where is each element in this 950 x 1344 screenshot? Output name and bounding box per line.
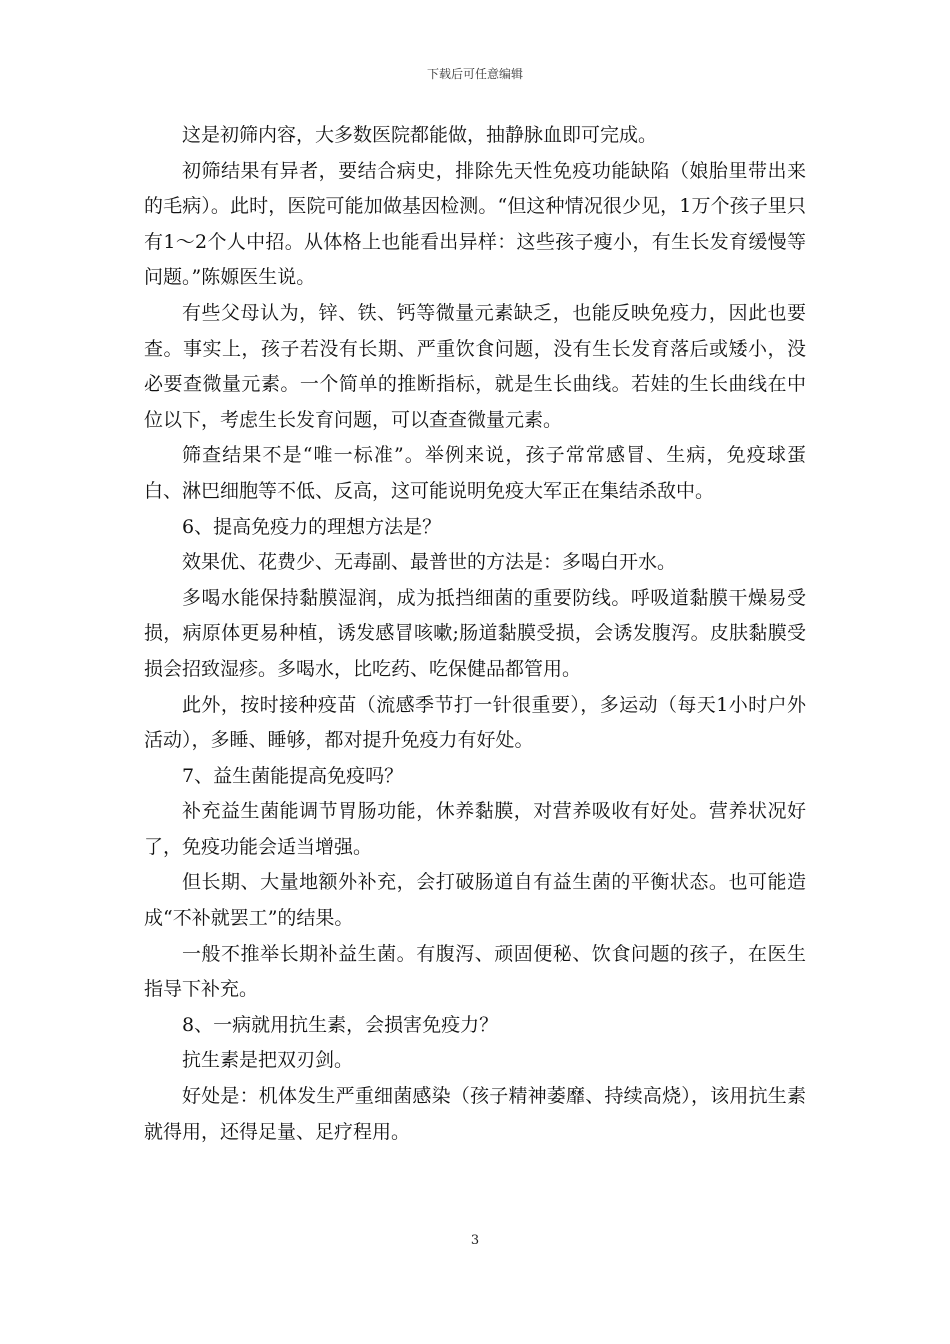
paragraph-antibiotics-double-edged: 抗生素是把双刃剑。 [182, 1049, 354, 1072]
paragraph-drink-water: 效果优、花费少、无毒副、最普世的方法是：多喝白开水。 [182, 551, 677, 574]
paragraph-abnormal-results: 初筛结果有异者，要结合病史，排除先天性免疫功能缺陷（娘胎里带出来的毛病）。此时，医院可能加做基因检测。“但这种情况很少见，1万个孩子里只有1～2个人中招。从体格上也能看出异样：这些孩子瘦小，有生长发育缓慢等问题。”陈嫄医生说。 [144, 159, 806, 289]
page-header: 下载后可任意编辑 [426, 67, 523, 81]
paragraph-trace-elements: 有些父母认为，锌、铁、钙等微量元素缺乏，也能反映免疫力，因此也要查。事实上，孩子若没有长期、严重饮食问题，没有生长发育落后或矮小，没必要查微量元素。一个简单的推断指标，就是生长曲线。若娃的生长曲线在中位以下，考虑生长发育问题，可以查查微量元素。 [144, 301, 806, 431]
paragraph-mucosa-moist: 多喝水能保持黏膜湿润，成为抵挡细菌的重要防线。呼吸道黏膜干燥易受损，病原体更易种植，诱发感冒咳嗽;肠道黏膜受损，会诱发腹泻。皮肤黏膜受损会招致湿疹。多喝水，比吃药、吃保健品都管用。 [144, 586, 806, 680]
paragraph-antibiotics-benefit: 好处是：机体发生严重细菌感染（孩子精神萎靡、持续高烧），该用抗生素就得用，还得足量、足疗程用。 [144, 1085, 806, 1143]
paragraph-probiotics-benefit: 补充益生菌能调节胃肠功能，休养黏膜，对营养吸收有好处。营养状况好了，免疫功能会适当增强。 [144, 800, 806, 858]
paragraph-probiotics-advice: 一般不推举长期补益生菌。有腹泻、顽固便秘、饮食问题的孩子，在医生指导下补充。 [144, 942, 806, 1001]
document-body [144, 118, 806, 1150]
paragraph-vaccines-exercise: 此外，按时接种疫苗（流感季节打一针很重要），多运动（每天1小时户外活动），多睡、睡够，都对提升免疫力有好处。 [144, 693, 806, 752]
paragraph-initial-screening: 这是初筛内容，大多数医院都能做，抽静脉血即可完成。 [182, 124, 658, 146]
question-heading-6: 6、提高免疫力的理想方法是？ [182, 515, 442, 538]
question-heading-8: 8、一病就用抗生素，会损害免疫力？ [182, 1013, 499, 1036]
question-heading-7: 7、益生菌能提高免疫吗？ [182, 764, 404, 787]
page-number: 3 [470, 1233, 480, 1248]
paragraph-not-sole-standard: 筛查结果不是“唯一标准”。举例来说，孩子常常感冒、生病，免疫球蛋白、淋巴细胞等不低、反高，这可能说明免疫大军正在集结杀敌中。 [144, 444, 806, 502]
paragraph-probiotics-risk: 但长期、大量地额外补充，会打破肠道自有益生菌的平衡状态。也可能造成“不补就罢工”的结果。 [144, 871, 806, 930]
